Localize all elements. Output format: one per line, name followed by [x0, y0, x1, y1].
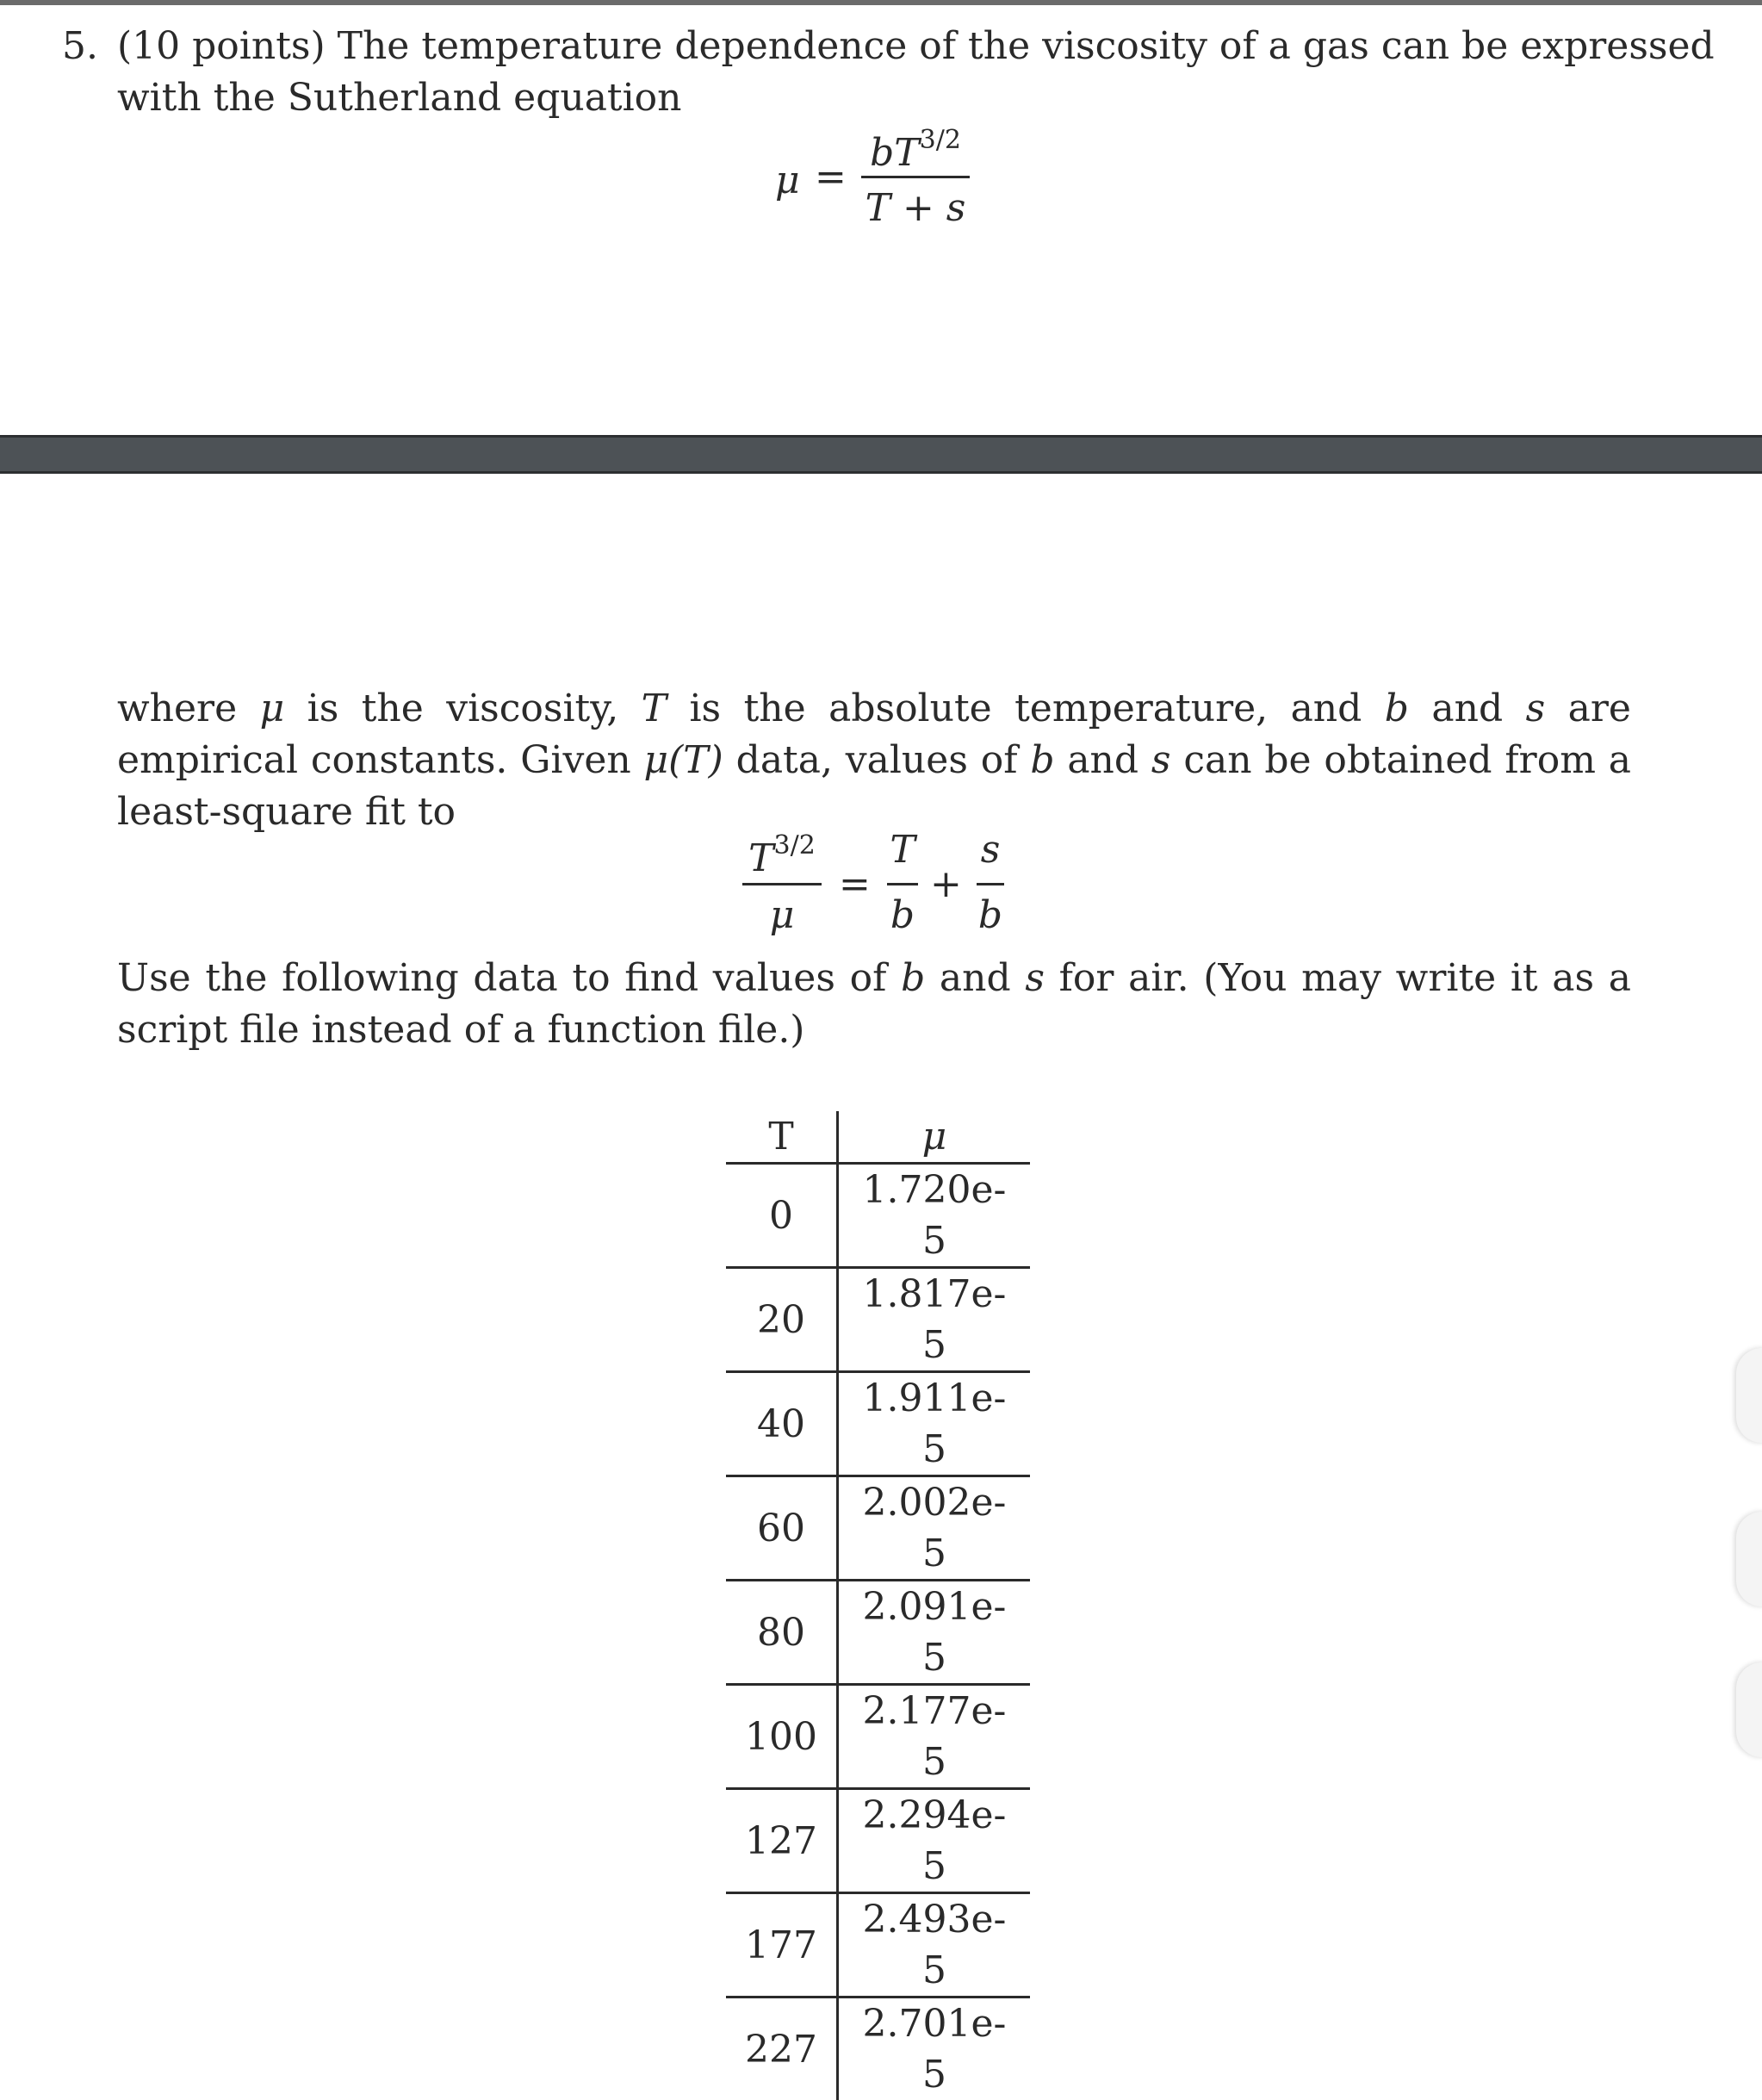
eq1-numerator: [861, 127, 970, 172]
p2-text-2: is the viscosity,: [307, 687, 619, 730]
cell-T: 60: [726, 1476, 837, 1581]
eq2-t1-bar: [887, 883, 918, 885]
p3-b: b: [901, 956, 925, 1000]
p3-text-1: Use the following data to find values of: [117, 956, 886, 1000]
eq2-lhs-denominator: [742, 897, 822, 935]
eq2-term1: [885, 823, 920, 943]
header-mu: [837, 1111, 1030, 1164]
table-row: [726, 1685, 1030, 1789]
eq1-lhs: μ: [775, 158, 800, 202]
cell-T: 40: [726, 1372, 837, 1476]
table-row: [726, 1893, 1030, 1997]
table-header-row: [726, 1111, 1030, 1164]
eq2-t2-den: b: [978, 893, 1002, 937]
eq2-term2: [973, 823, 1008, 943]
scroll-handle[interactable]: [1736, 1348, 1762, 1443]
table-row: [726, 1372, 1030, 1476]
p2-text-1: where: [117, 687, 237, 730]
p2-T: T: [642, 687, 667, 730]
eq1-denominator: [861, 189, 970, 227]
p2-muT-mu: μ: [644, 738, 669, 782]
cell-mu: 1.720e-5: [837, 1164, 1030, 1268]
cell-T: 177: [726, 1893, 837, 1997]
p2-text-5: are empirical constants. Given: [117, 687, 1631, 782]
problem-intro: [117, 21, 1633, 124]
eq2-t1-num: T: [890, 828, 915, 872]
cell-T: 227: [726, 1997, 837, 2100]
least-square-equation: [742, 823, 1018, 943]
cell-mu: 2.091e-5: [837, 1581, 1030, 1685]
table-row: [726, 1789, 1030, 1893]
p2-text-4: and: [1431, 687, 1503, 730]
eq2-t1-den: b: [890, 893, 915, 937]
p2-text-8: can be obtained from a least-square fit to: [117, 738, 1631, 834]
top-border: [0, 0, 1762, 5]
p2-muT-T: (T): [668, 738, 723, 782]
eq1-exponent: 3/2: [920, 125, 961, 155]
p3-text-3: for air. (You may write it as a script file instead of a function file.): [117, 956, 1631, 1052]
table-row: [726, 1164, 1030, 1268]
p2-mu: μ: [260, 687, 285, 730]
p2-b: b: [1385, 687, 1409, 730]
sutherland-equation: [775, 121, 982, 233]
cell-mu: 2.493e-5: [837, 1893, 1030, 1997]
p2-text-3: is the absolute temperature, and: [689, 687, 1362, 730]
cell-mu: 2.177e-5: [837, 1685, 1030, 1789]
header-T: T: [726, 1111, 837, 1164]
cell-mu: 2.701e-5: [837, 1997, 1030, 2100]
eq1-fraction-bar: [861, 176, 970, 178]
eq2-lhs-T: T: [748, 836, 773, 880]
table-row: [726, 1476, 1030, 1581]
eq1-coef-b: b: [870, 131, 894, 175]
scroll-handle[interactable]: [1736, 1662, 1762, 1757]
scroll-handle[interactable]: [1736, 1512, 1762, 1606]
paragraph-where: [117, 683, 1631, 838]
header-mu-symbol: μ: [922, 1115, 947, 1159]
paragraph-instructions: [117, 953, 1631, 1056]
problem-number: 5.: [62, 21, 98, 72]
eq2-lhs-bar: [742, 883, 822, 885]
cell-T: 20: [726, 1268, 837, 1372]
eq1-fraction: [861, 121, 970, 233]
intro-line-2: with the Sutherland equation: [117, 72, 1633, 124]
eq2-equals: =: [839, 866, 871, 904]
cell-mu: 1.911e-5: [837, 1372, 1030, 1476]
eq2-lhs-mu: μ: [770, 893, 795, 937]
eq2-plus: +: [930, 866, 962, 904]
eq2-lhs-fraction: [742, 823, 822, 943]
p3-text-2: and: [940, 956, 1011, 1000]
eq2-lhs-numerator: [742, 833, 822, 878]
cell-mu: 2.002e-5: [837, 1476, 1030, 1581]
viscosity-data-table: [726, 1111, 1030, 2100]
intro-line-1: (10 points) The temperature dependence of the viscosity of a gas can be expressed: [117, 21, 1633, 72]
table-row: [726, 1997, 1030, 2100]
eq2-t2-num: s: [981, 828, 1001, 872]
eq1-num-T: T: [894, 131, 919, 175]
eq2-lhs-exponent: 3/2: [774, 830, 816, 861]
cell-mu: 1.817e-5: [837, 1268, 1030, 1372]
page-divider: [0, 435, 1762, 474]
p2-s2: s: [1151, 738, 1171, 782]
cell-T: 127: [726, 1789, 837, 1893]
eq1-den-text: T + s: [865, 186, 966, 230]
cell-T: 0: [726, 1164, 837, 1268]
table-row: [726, 1581, 1030, 1685]
p2-b2: b: [1030, 738, 1054, 782]
p2-text-7: and: [1067, 738, 1138, 782]
eq1-equals: =: [815, 158, 847, 196]
table-row: [726, 1268, 1030, 1372]
cell-mu: 2.294e-5: [837, 1789, 1030, 1893]
p2-s: s: [1526, 687, 1546, 730]
cell-T: 80: [726, 1581, 837, 1685]
cell-T: 100: [726, 1685, 837, 1789]
eq2-t2-bar: [977, 883, 1004, 885]
p2-text-6: data, values of: [736, 738, 1018, 782]
p3-s: s: [1025, 956, 1045, 1000]
